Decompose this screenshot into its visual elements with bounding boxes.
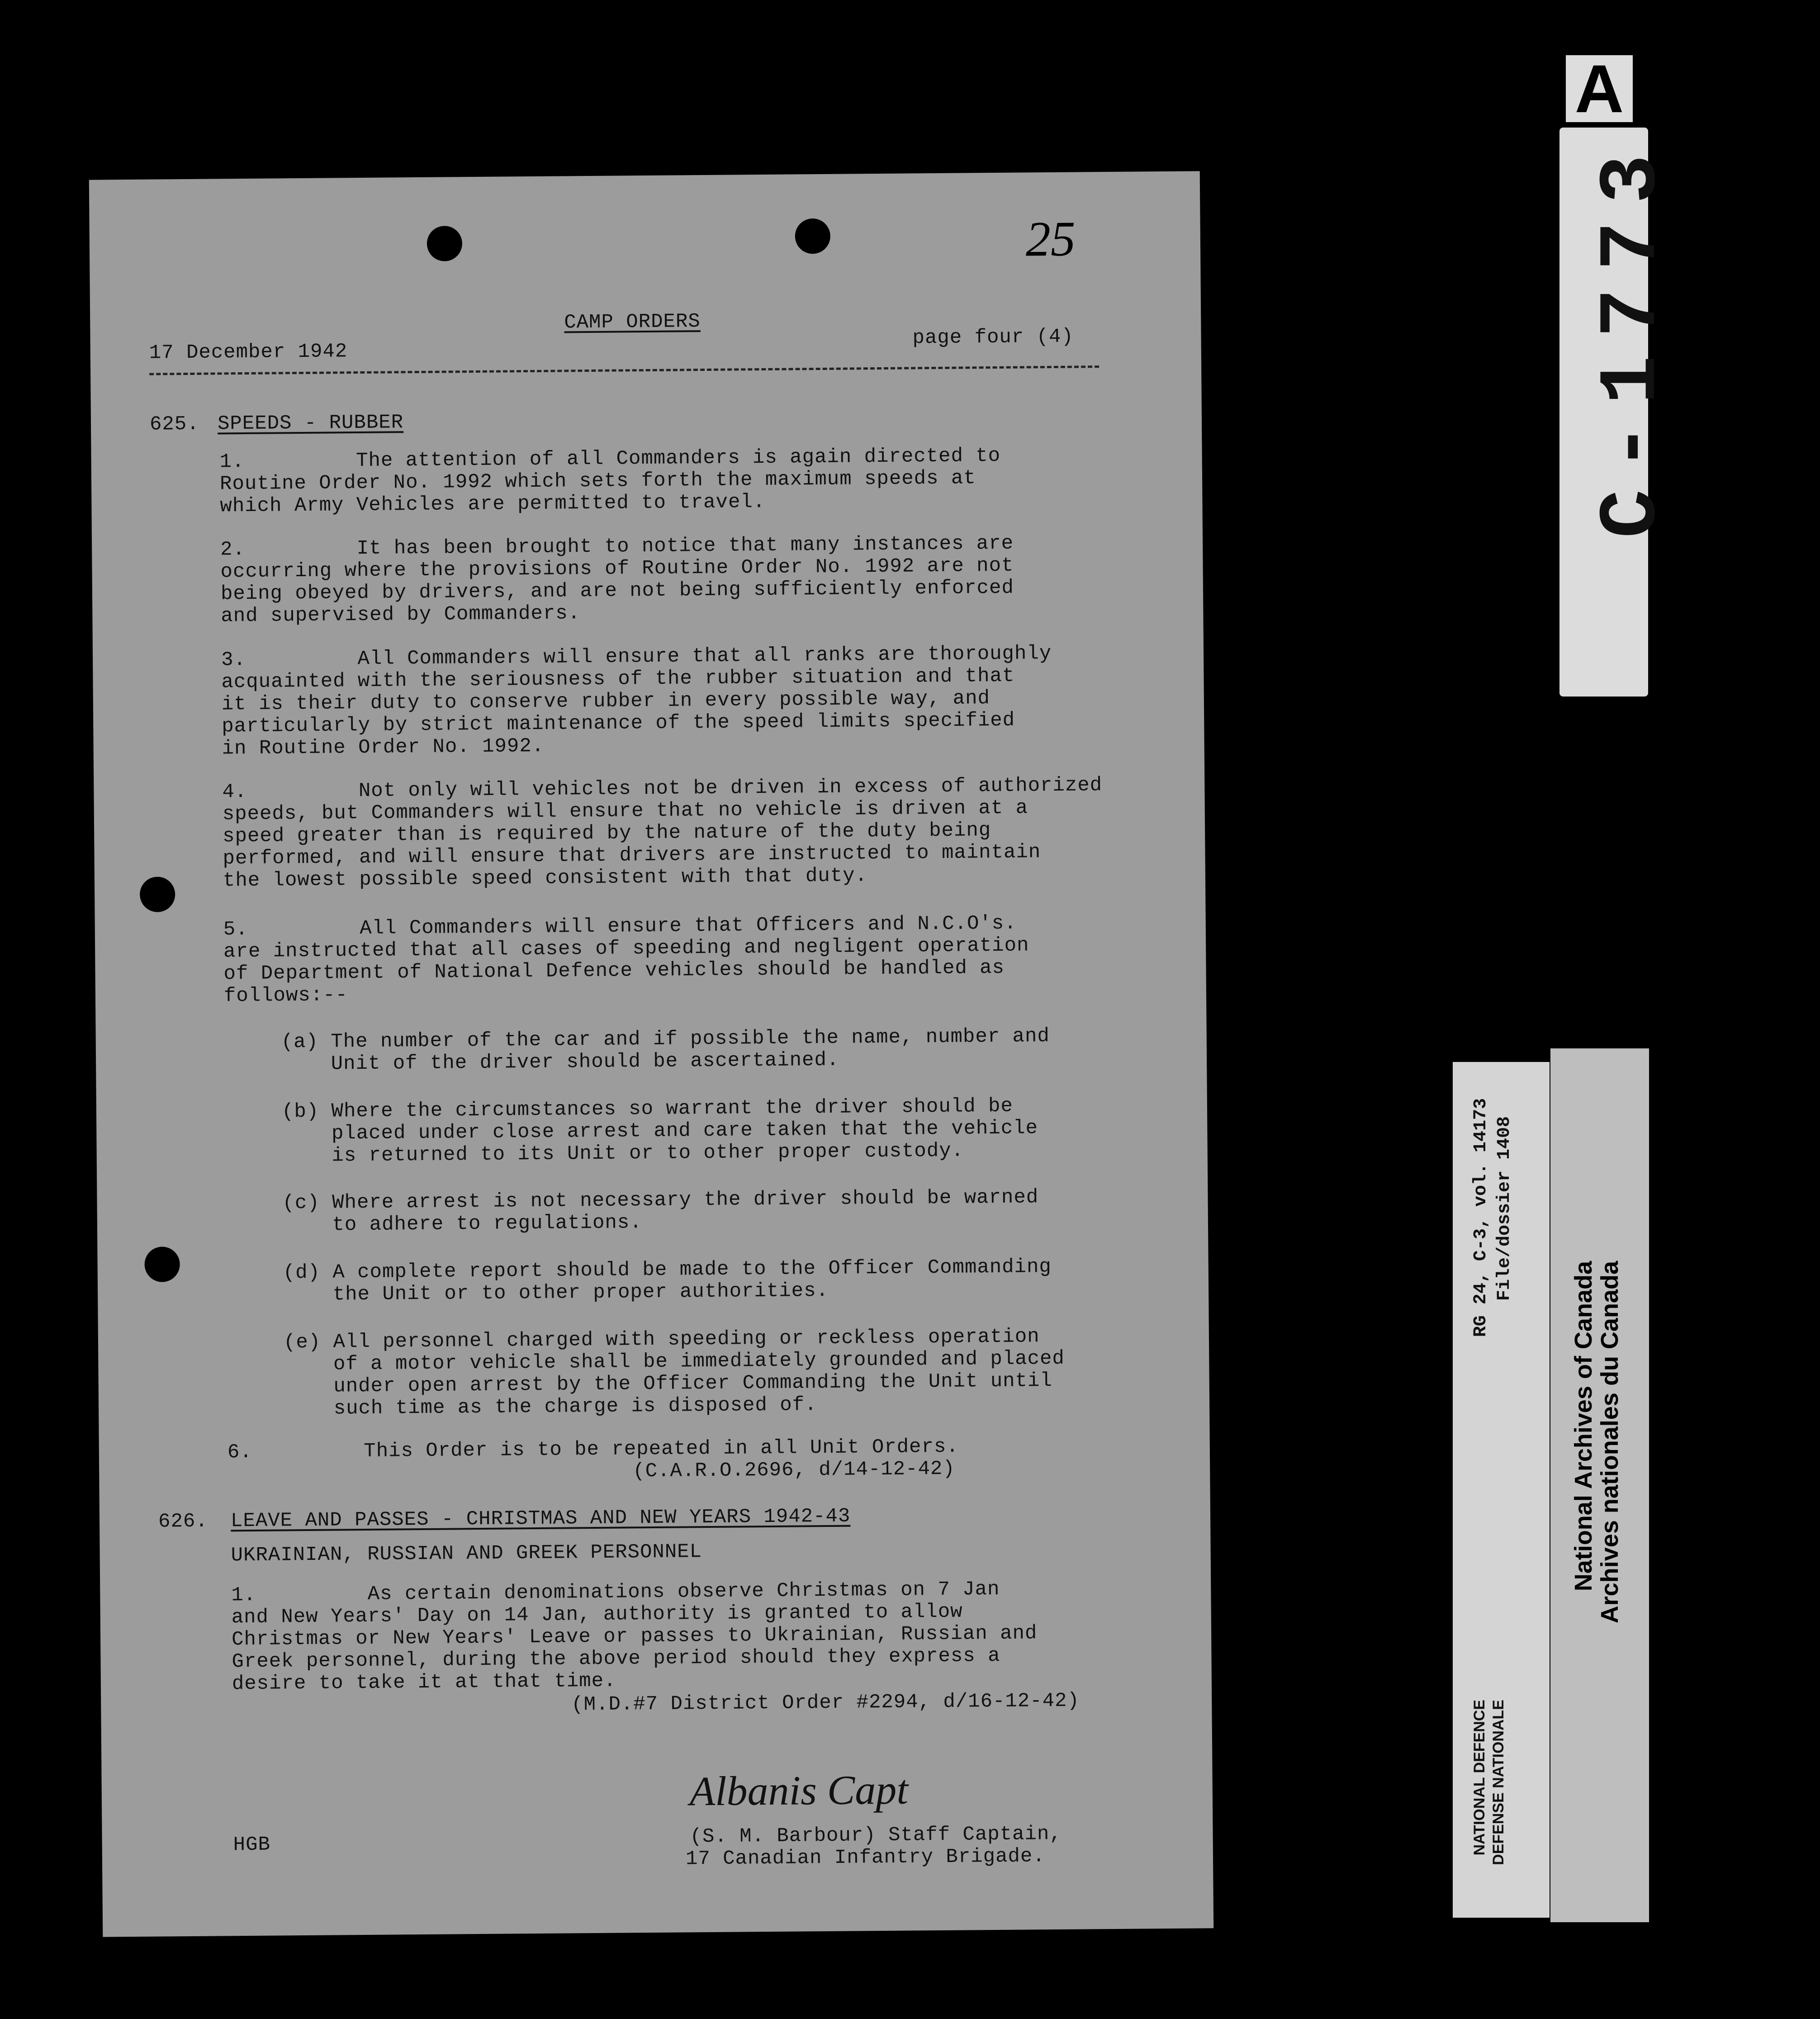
- text-line: and supervised by Commanders.: [221, 602, 581, 628]
- text-line: the Unit or to other proper authorities.: [283, 1279, 829, 1307]
- order-number: 626.: [158, 1510, 208, 1533]
- text-line: 2. It has been brought to notice that many instances are: [220, 532, 1014, 561]
- text-line: which Army Vehicles are permitted to travel.: [220, 490, 766, 518]
- text-line: 3. All Commanders will ensure that all ranks are thoroughly: [221, 642, 1052, 672]
- text-line: of a motor vehicle shall be immediately grounded and placed: [284, 1347, 1065, 1376]
- text-line: is returned to its Unit or to other proper custody.: [282, 1139, 964, 1168]
- department-line: DEFENSE NATIONALE: [1490, 1700, 1507, 1865]
- archive-tab: A: [1566, 55, 1633, 122]
- text-line: 5. All Commanders will ensure that Officers and N.C.O's.: [223, 912, 1017, 941]
- order-heading: SPEEDS - RUBBER: [217, 411, 404, 436]
- initials: HGB: [233, 1833, 271, 1857]
- archive-name: National Archives of Canada: [1570, 1261, 1597, 1592]
- text-line: under open arrest by the Officer Commanding the Unit until: [284, 1370, 1052, 1398]
- text-line: are instructed that all cases of speeding and negligent operation: [223, 934, 1029, 963]
- document-page: [89, 171, 1213, 1937]
- document-title: CAMP ORDERS: [564, 310, 701, 334]
- text-line: 4. Not only will vehicles not be driven in excess of authorized: [222, 774, 1103, 804]
- order-heading: LEAVE AND PASSES - CHRISTMAS AND NEW YEARS 1942-43: [230, 1505, 851, 1533]
- signatory-line: (S. M. Barbour) Staff Captain,: [690, 1822, 1062, 1848]
- text-line: (e) All personnel charged with speeding or reckless operation: [283, 1325, 1040, 1354]
- text-line: being obeyed by drivers, and are not being sufficiently enforced: [220, 576, 1014, 606]
- text-line: to adhere to regulations.: [282, 1211, 642, 1237]
- text-line: speed greater than is required by the nature of the duty being: [222, 819, 991, 848]
- text-line: placed under close arrest and care taken that the vehicle: [282, 1117, 1038, 1146]
- archive-name-label: [1550, 1048, 1649, 1922]
- text-line: desire to take it at that time.: [232, 1669, 616, 1696]
- text-line: it is their duty to conserve rubber in every possible way, and: [221, 687, 991, 716]
- text-line: and New Years' Day on 14 Jan, authority is granted to allow: [231, 1600, 963, 1629]
- header-divider: [149, 365, 1099, 375]
- text-line: occurring where the provisions of Routine Order No. 1992 are not: [220, 554, 1014, 583]
- reel-number: C-1773: [1587, 137, 1679, 539]
- text-line: particularly by strict maintenance of the speed limits specified: [222, 709, 1015, 738]
- text-line: acquainted with the seriousness of the rubber situation and that: [221, 664, 1015, 694]
- text-line: (b) Where the circumstances so warrant the driver should be: [281, 1095, 1013, 1123]
- text-line: Unit of the driver should be ascertained.: [281, 1048, 839, 1076]
- department-line: NATIONAL DEFENCE: [1471, 1700, 1488, 1856]
- text-line: the lowest possible speed consistent with that duty.: [223, 864, 868, 892]
- text-line: speeds, but Commanders will ensure that no vehicle is driven at a: [222, 796, 1028, 826]
- punch-hole: [140, 877, 175, 912]
- punch-hole: [427, 226, 463, 261]
- text-line: 1. As certain denominations observe Christmas on 7 Jan: [231, 1578, 1000, 1607]
- order-reference: (M.D.#7 District Order #2294, d/16-12-42): [571, 1689, 1080, 1716]
- text-line: (d) A complete report should be made to the Officer Commanding: [283, 1256, 1052, 1284]
- order-subheading: UKRAINIAN, RUSSIAN AND GREEK PERSONNEL: [231, 1540, 702, 1567]
- page-number: page four (4): [912, 325, 1074, 350]
- text-line: of Department of National Defence vehicles should be handled as: [223, 956, 1005, 986]
- signatory-line: 17 Canadian Infantry Brigade.: [685, 1845, 1045, 1871]
- text-line: Greek personnel, during the above period should they express a: [232, 1644, 1000, 1673]
- text-line: (a) The number of the car and if possible the name, number and: [281, 1025, 1050, 1054]
- reference-line: RG 24, C-3, vol. 14173: [1471, 1098, 1491, 1337]
- text-line: 6. This Order is to be repeated in all Unit Orders.: [227, 1435, 959, 1464]
- archive-name: Archives nationales du Canada: [1596, 1261, 1623, 1624]
- reference-line: File/dossier 1408: [1494, 1116, 1515, 1301]
- text-line: follows:--: [223, 984, 348, 1008]
- text-line: such time as the charge is disposed of.: [284, 1393, 817, 1421]
- text-line: 1. The attention of all Commanders is again directed to: [219, 444, 1001, 474]
- text-line: Routine Order No. 1992 which sets forth the maximum speeds at: [219, 467, 976, 496]
- signature: Albanis Capt: [689, 1766, 909, 1815]
- reel-number-strip: [1559, 128, 1679, 697]
- text-line: Christmas or New Years' Leave or passes to Ukrainian, Russian and: [231, 1622, 1038, 1651]
- punch-hole: [795, 218, 831, 254]
- order-reference: (C.A.R.O.2696, d/14-12-42): [633, 1457, 955, 1483]
- punch-hole: [144, 1246, 180, 1282]
- text-line: performed, and will ensure that drivers are instructed to maintain: [223, 841, 1041, 870]
- text-line: in Routine Order No. 1992.: [222, 735, 545, 760]
- document-date: 17 December 1942: [149, 340, 348, 365]
- text-line: (c) Where arrest is not necessary the driver should be warned: [282, 1186, 1039, 1215]
- handwritten-folio: 25: [1025, 211, 1076, 267]
- order-number: 625.: [149, 412, 199, 436]
- archive-reference-label: [1453, 1062, 1550, 1918]
